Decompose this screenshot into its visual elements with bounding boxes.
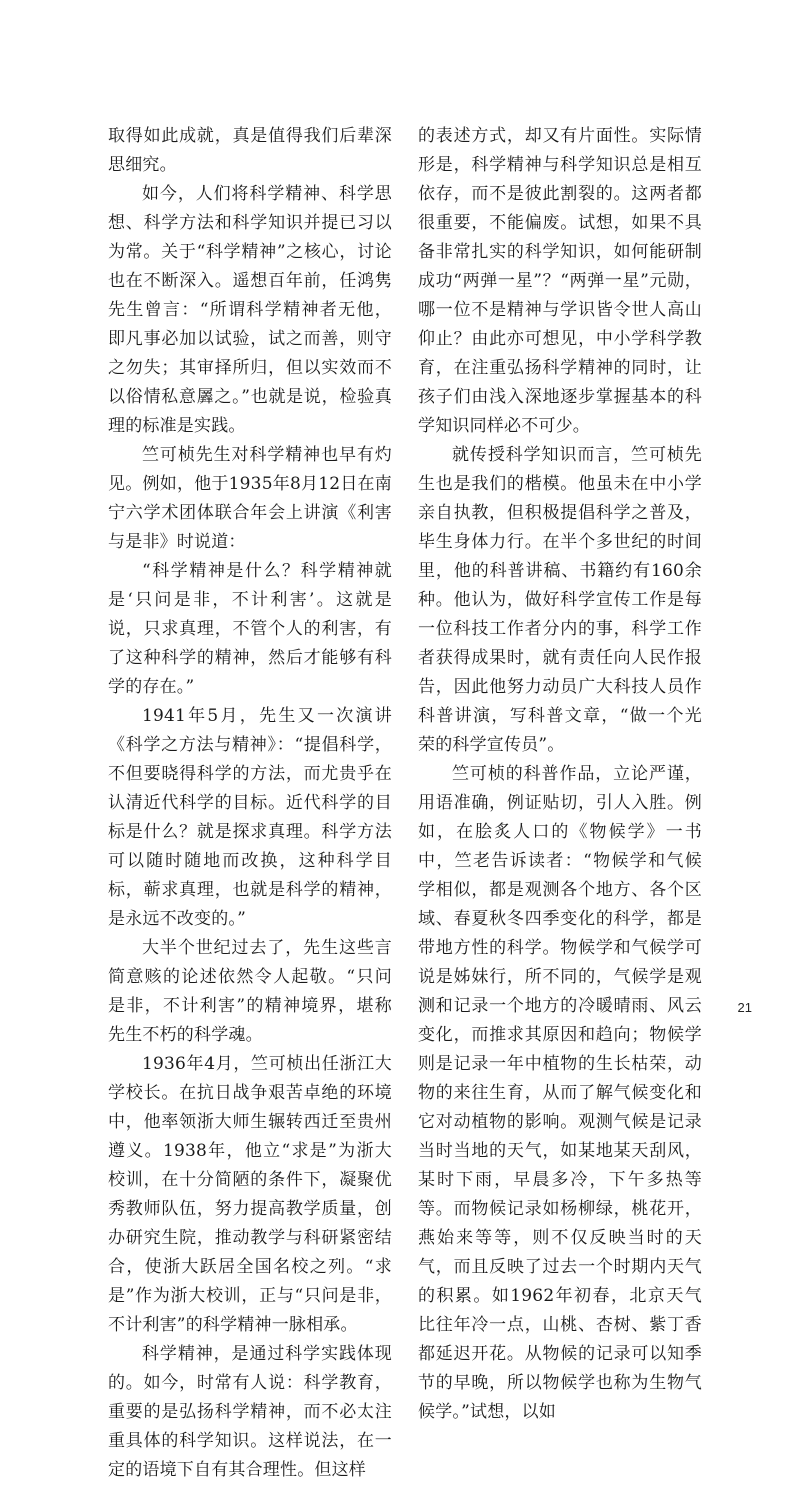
paragraph: “科学精神是什么？科学精神就是‘只问是非，不计利害’。这就是说，只求真理，不管个人的利害，有了这种科学的精神，然后才能够有科学的存在。” xyxy=(108,561,392,697)
left-column xyxy=(108,122,392,1485)
paragraph: 就传授科学知识而言，竺可桢先生也是我们的楷模。他虽未在中小学亲自执教，但积极提倡科学之普及，毕生身体力行。在半个多世纪的时间里，他的科普讲稿、书籍约有160余种。他认为，做好科学宣传工作是每一位科技工作者分内的事，科学工作者获得成果时，就有责任向人民作报告，因此他努力动员广大科技人员作科普讲演，写科普文章，“做一个光荣的科学宣传员”。 xyxy=(418,445,702,755)
paragraph: 1941年5月，先生又一次演讲《科学之方法与精神》：“提倡科学，不但要晓得科学的方法，而尤贵乎在认清近代科学的目标。近代科学的目标是什么？就是探求真理。科学方法可以随时随地而改换，这种科学目标，蕲求真理，也就是科学的精神，是永远不改变的。” xyxy=(108,706,392,929)
paragraph: 如今，人们将科学精神、科学思想、科学方法和科学知识并提已习以为常。关于“科学精神”之核心，讨论也在不断深入。遥想百年前，任鸿隽先生曾言：“所谓科学精神者无他，即凡事必加以试验，试之而善，则守之勿失；其审择所归，但以实效而不以俗情私意羼之。”也就是说，检验真理的标准是实践。 xyxy=(108,184,392,436)
paragraph: 取得如此成就，真是值得我们后辈深思细究。 xyxy=(108,126,392,175)
paragraph: 的表述方式，却又有片面性。实际情形是，科学精神与科学知识总是相互依存，而不是彼此割裂的。这两者都很重要，不能偏废。试想，如果不具备非常扎实的科学知识，如何能研制成功“两弹一星”？“两弹一星”元勋，哪一位不是精神与学识皆令世人高山仰止？由此亦可想见，中小学科学教育，在注重弘扬科学精神的同时，让孩子们由浅入深地逐步掌握基本的科学知识同样必不可少。 xyxy=(418,126,702,436)
paragraph: 竺可桢先生对科学精神也早有灼见。例如，他于1935年8月12日在南宁六学术团体联合年会上讲演《利害与是非》时说道： xyxy=(108,445,392,552)
page-number: 21 xyxy=(737,1000,752,1015)
paragraph: 竺可桢的科普作品，立论严谨，用语准确，例证贴切，引人入胜。例如，在脍炙人口的《物候学》一书中，竺老告诉读者：“物候学和气候学相似，都是观测各个地方、各个区域、春夏秋冬四季变化的科学，都是带地方性的科学。物候学和气候学可说是姊妹行，所不同的，气候学是观测和记录一个地方的冷暖晴雨、风云变化，而推求其原因和趋向；物候学则是记录一年中植物的生长枯荣，动物的来往生育，从而了解气候变化和它对动植物的影响。观测气候是记录当时当地的天气，如某地某天刮风，某时下雨，早晨多冷，下午多热等等。而物候记录如杨柳绿，桃花开，燕始来等等，则不仅反映当时的天气，而且反映了过去一个时期内天气的积累。如1962年初春，北京天气比往年冷一点，山桃、杏树、紫丁香都延迟开花。从物候的记录可以知季节的早晚，所以物候学也称为生物气候学。”试想，以如 xyxy=(418,764,702,1422)
paragraph: 1936年4月，竺可桢出任浙江大学校长。在抗日战争艰苦卓绝的环境中，他率领浙大师生辗转西迁至贵州遵义。1938年，他立“求是”为浙大校训，在十分简陋的条件下，凝聚优秀教师队伍，努力提高教学质量，创办研究生院，推动教学与科研紧密结合，使浙大跃居全国名校之列。“求是”作为浙大校训，正与“只问是非，不计利害”的科学精神一脉相承。 xyxy=(108,1054,392,1335)
paragraph: 大半个世纪过去了，先生这些言简意赅的论述依然令人起敬。“只问是非，不计利害”的精神境界，堪称先生不朽的科学魂。 xyxy=(108,938,392,1045)
paragraph: 科学精神，是通过科学实践体现的。如今，时常有人说：科学教育，重要的是弘扬科学精神，而不必太注重具体的科学知识。这样说法，在一定的语境下自有其合理性。但这样 xyxy=(108,1344,392,1480)
right-column xyxy=(418,122,702,1427)
